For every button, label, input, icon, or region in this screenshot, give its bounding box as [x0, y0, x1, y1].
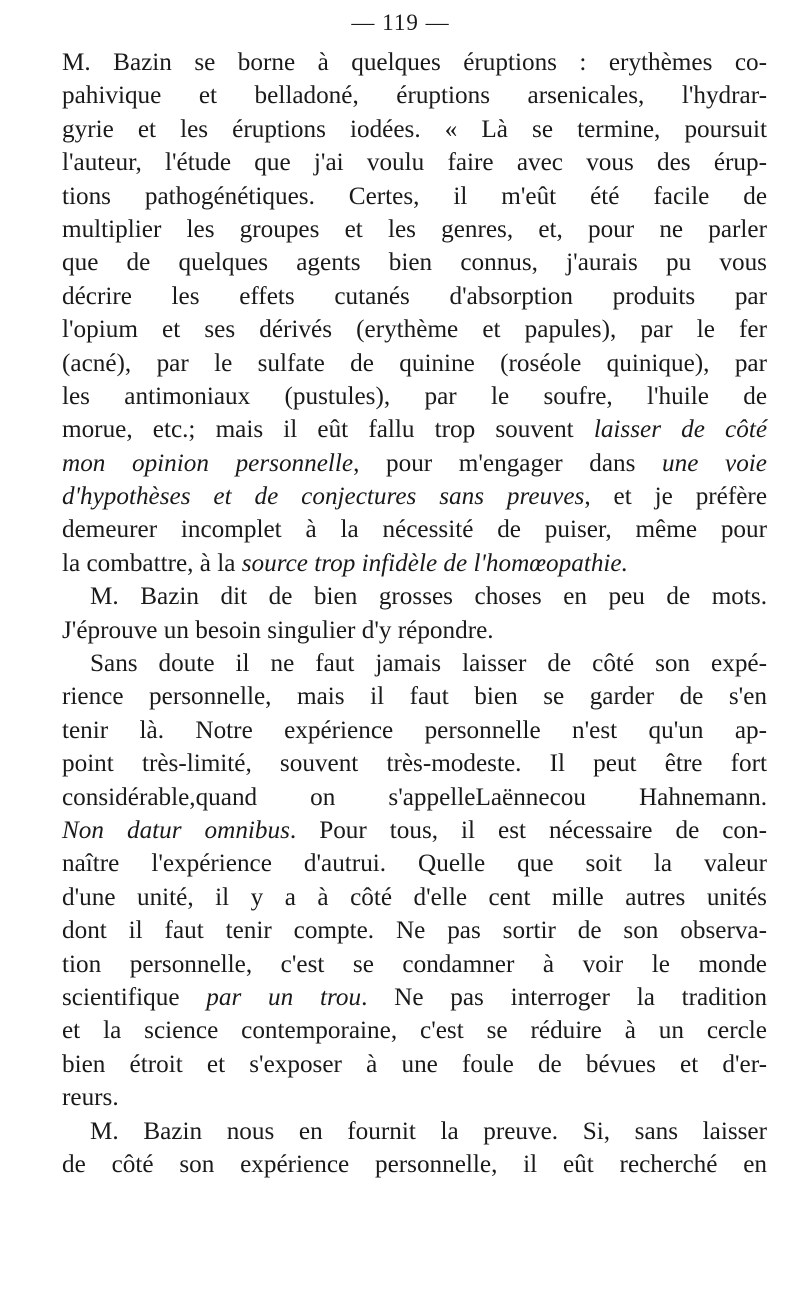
text-segment: d'une unité, il y a à côté d'elle cent mille autres unités — [62, 883, 767, 911]
text-line — [62, 747, 767, 780]
italic-text: laisser de côté — [593, 416, 768, 444]
text-segment: demeurer incomplet à la nécessité de puiser, même pour — [62, 516, 767, 544]
text-segment: . Ne pas interroger la tradition — [361, 983, 767, 1011]
text-line — [62, 847, 767, 880]
text-segment: la combattre, à la — [62, 549, 242, 577]
italic-text: par un trou — [206, 983, 362, 1011]
text-line — [62, 580, 767, 613]
text-segment: bien étroit et s'exposer à une foule de bévues et d'er- — [62, 1050, 767, 1078]
text-segment: naître l'expérience d'autrui. Quelle que soit la valeur — [62, 850, 767, 878]
text-segment: tions pathogénétiques. Certes, il m'eût été facile de — [62, 182, 767, 210]
text-segment: Sans doute il ne faut jamais laisser de côté son expé- — [90, 650, 767, 678]
text-segment: considérable,quand on s'appelleLaënnecou Hahnemann. — [62, 783, 767, 811]
text-line — [62, 313, 767, 346]
text-line — [62, 1148, 767, 1181]
text-segment: décrire les effets cutanés d'absorption produits par — [62, 282, 767, 310]
text-line — [62, 246, 767, 279]
text-line — [62, 781, 767, 814]
text-segment: (acné), par le sulfate de quinine (roséole quinique), par — [62, 349, 767, 377]
text-line — [62, 614, 767, 647]
text-line — [62, 46, 767, 79]
text-line — [62, 113, 767, 146]
text-segment: , pour m'engager dans — [353, 449, 663, 477]
italic-text: source trop infidèle de l'homœopathie. — [241, 549, 628, 577]
text-line — [62, 714, 767, 747]
text-segment: . Pour tous, il est nécessaire de con- — [289, 816, 767, 844]
text-segment: , et je préfère — [584, 483, 767, 511]
italic-text: mon opinion personnelle — [62, 449, 354, 477]
text-segment: M. Bazin se borne à quelques éruptions : erythèmes co- — [62, 49, 767, 76]
text-segment: les antimoniaux (pustules), par le soufre, l'huile de — [62, 382, 767, 410]
text-segment: J'éprouve un besoin singulier d'y répondre. — [62, 616, 494, 644]
text-segment: scientifique — [62, 983, 207, 1011]
text-segment: rience personnelle, mais il faut bien se garder de s'en — [62, 683, 767, 711]
text-segment: multiplier les groupes et les genres, et, pour ne parler — [62, 215, 767, 243]
text-line — [62, 914, 767, 947]
text-line — [62, 79, 767, 112]
text-segment: dont il faut tenir compte. Ne pas sortir de son observa- — [62, 917, 767, 945]
text-segment: morue, etc.; mais il eût fallu trop souvent — [62, 416, 594, 444]
text-segment: tion personnelle, c'est se condamner à voir le monde — [62, 950, 767, 978]
text-line — [62, 981, 767, 1014]
text-line — [62, 1014, 767, 1047]
text-line — [62, 1048, 767, 1081]
text-line — [62, 1081, 767, 1114]
text-line — [62, 1115, 767, 1148]
text-line — [62, 814, 767, 847]
text-segment: M. Bazin dit de bien grosses choses en peu de mots. — [90, 583, 767, 611]
text-line — [62, 513, 767, 546]
text-segment: tenir là. Notre expérience personnelle n'est qu'un ap- — [62, 716, 767, 744]
text-segment: point très-limité, souvent très-modeste. Il peut être fort — [62, 750, 767, 778]
page-number: — 119 — — [351, 10, 450, 35]
text-line — [62, 647, 767, 680]
text-line — [62, 547, 767, 580]
text-segment: de côté son expérience personnelle, il eût recherché en — [62, 1150, 767, 1178]
text-line — [62, 480, 767, 513]
text-line — [62, 146, 767, 179]
text-line — [62, 213, 767, 246]
body-text — [62, 46, 767, 1181]
text-line — [62, 948, 767, 981]
text-segment: gyrie et les éruptions iodées. « Là se termine, poursuit — [62, 115, 767, 143]
italic-text: Non datur omnibus — [62, 816, 290, 844]
italic-text: d'hypothèses et de conjectures sans preuves — [62, 483, 585, 511]
text-line — [62, 447, 767, 480]
text-line — [62, 347, 767, 380]
text-segment: et la science contemporaine, c'est se réduire à un cercle — [62, 1017, 767, 1045]
text-segment: l'auteur, l'étude que j'ai voulu faire avec vous des érup- — [62, 149, 767, 177]
text-line — [62, 380, 767, 413]
text-segment: l'opium et ses dérivés (erythème et papules), par le fer — [62, 316, 767, 344]
text-line — [62, 180, 767, 213]
text-segment: que de quelques agents bien connus, j'aurais pu vous — [62, 249, 767, 277]
text-line — [62, 680, 767, 713]
text-segment: M. Bazin nous en fournit la preuve. Si, sans laisser — [90, 1117, 767, 1145]
text-line — [62, 413, 767, 446]
italic-text: une voie — [662, 449, 767, 477]
text-line — [62, 881, 767, 914]
text-segment: reurs. — [62, 1084, 119, 1112]
text-line — [62, 280, 767, 313]
text-segment: pahivique et belladoné, éruptions arsenicales, l'hydrar- — [62, 82, 767, 110]
